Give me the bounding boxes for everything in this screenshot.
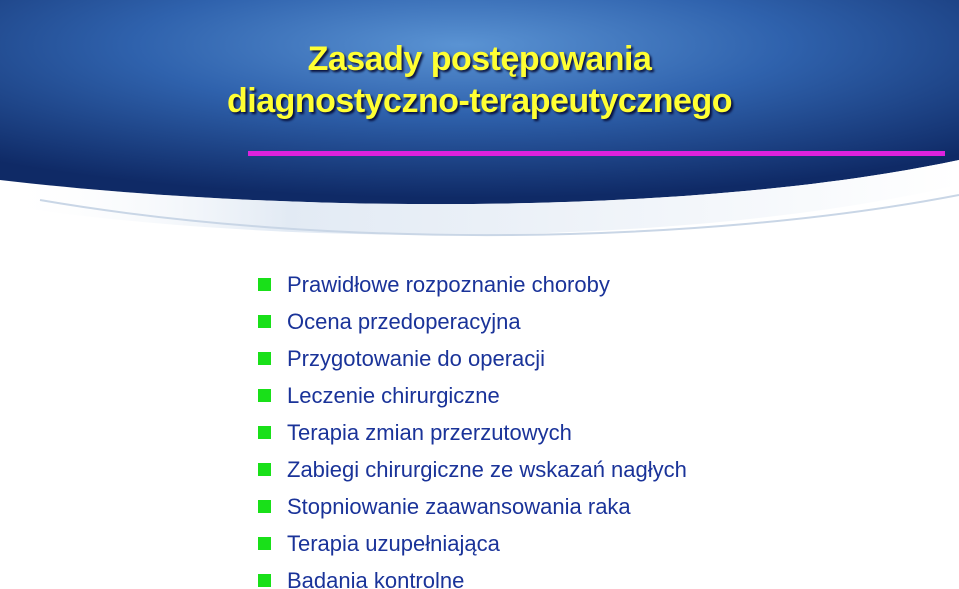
- slide-title: [0, 38, 959, 122]
- bullet-text: Ocena przedoperacyjna: [287, 308, 521, 334]
- square-bullet-icon: [258, 574, 271, 587]
- list-item: [258, 525, 687, 562]
- square-bullet-icon: [258, 352, 271, 365]
- square-bullet-icon: [258, 389, 271, 402]
- list-item: [258, 377, 687, 414]
- list-item: [258, 562, 687, 589]
- square-bullet-icon: [258, 537, 271, 550]
- square-bullet-icon: [258, 426, 271, 439]
- bullet-text: Prawidłowe rozpoznanie choroby: [287, 271, 610, 297]
- list-item: [258, 488, 687, 525]
- list-item: [258, 414, 687, 451]
- list-item: [258, 451, 687, 488]
- list-item: [258, 340, 687, 377]
- square-bullet-icon: [258, 278, 271, 291]
- square-bullet-icon: [258, 500, 271, 513]
- bullet-text: Badania kontrolne: [287, 567, 465, 589]
- bullet-text: Stopniowanie zaawansowania raka: [287, 493, 631, 519]
- list-item: [258, 266, 687, 303]
- square-bullet-icon: [258, 315, 271, 328]
- bullet-list: [258, 266, 687, 589]
- bullet-text: Leczenie chirurgiczne: [287, 382, 500, 408]
- title-divider: [248, 151, 945, 156]
- bullet-text: Przygotowanie do operacji: [287, 345, 546, 371]
- square-bullet-icon: [258, 463, 271, 476]
- title-line-2: diagnostyczno-terapeutycznego: [226, 82, 732, 120]
- title-line-1: Zasady postępowania: [307, 40, 652, 78]
- bullet-text: Terapia uzupełniająca: [287, 530, 500, 556]
- bullet-text: Zabiegi chirurgiczne ze wskazań nagłych: [287, 456, 687, 482]
- list-item: [258, 303, 687, 340]
- bullet-text: Terapia zmian przerzutowych: [287, 419, 572, 445]
